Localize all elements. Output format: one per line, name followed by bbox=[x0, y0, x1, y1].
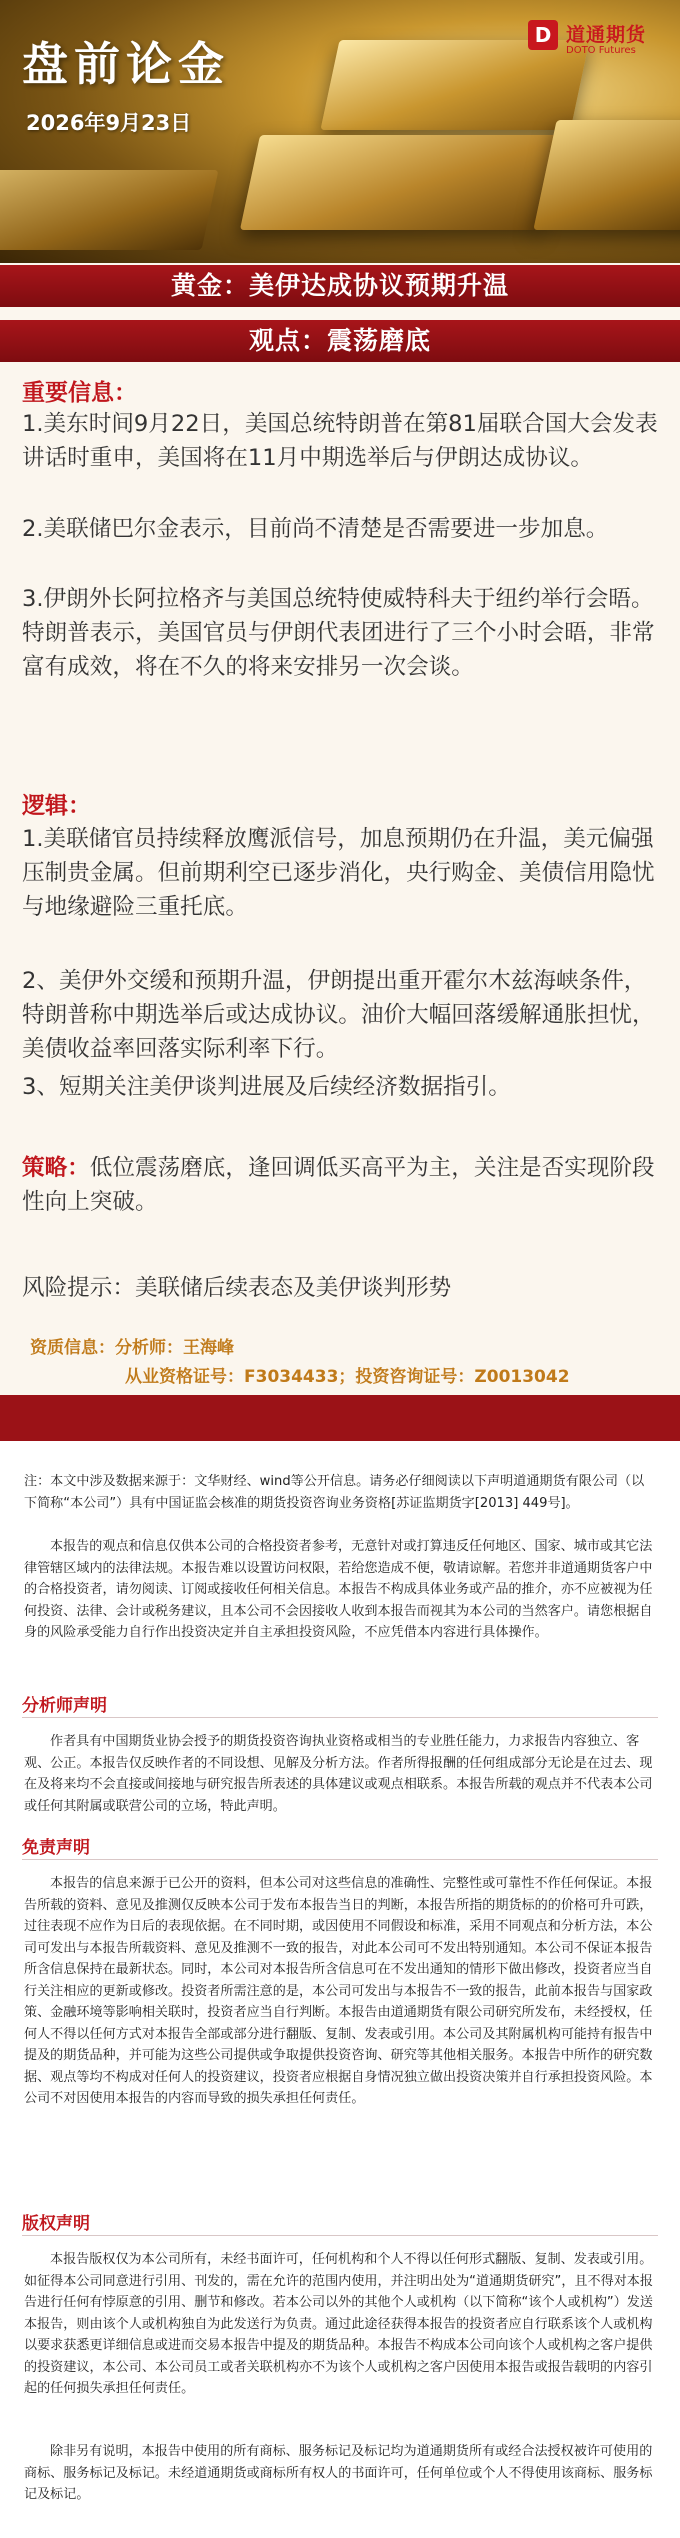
logo-mark-icon: D bbox=[528, 20, 558, 50]
analyst-statement-title: 分析师声明 bbox=[22, 1696, 107, 1716]
intro-note: 本报告的观点和信息仅供本公司的合格投资者参考，无意针对或打算违反任何地区、国家、城市或其它法律管辖区域内的法律法规。本报告难以设置访问权限，若给您造成不便，敬请谅解。若您并非道通期货客户中的合格投资者，请勿阅读、订阅或接收任何相关信息。本报告不构成具体业务或产品的推介，亦不应被视为任何投资、法律、会计或税务建议，且本公司不会因接收人收到本报告而视其为本公司的当然客户。请您根据自身的风险承受能力自行作出投资决定并自主承担投资风险，不应凭借本内容进行具体操作。 bbox=[24, 1539, 653, 1640]
gold-bar-image bbox=[240, 135, 560, 230]
logo-name-en: DOTO Futures bbox=[566, 45, 636, 56]
company-logo bbox=[528, 20, 678, 60]
viewpoint-band: 观点：震荡磨底 bbox=[0, 320, 680, 362]
gold-bar-image bbox=[0, 170, 219, 250]
strategy-title: 策略： bbox=[22, 1155, 90, 1181]
divider-band bbox=[0, 1395, 680, 1441]
key-info-item: 1.美东时间9月22日，美国总统特朗普在第81届联合国大会发表讲话时重申，美国将在11月中期选举后与伊朗达成协议。 bbox=[22, 411, 658, 471]
report-date: 2026年9月23日 bbox=[26, 111, 192, 135]
headline-band: 黄金：美伊达成协议预期升温 bbox=[0, 265, 680, 307]
logo-name-cn: 道通期货 bbox=[566, 24, 647, 46]
section-divider bbox=[22, 1859, 658, 1860]
risk-warning: 风险提示：美联储后续表态及美伊谈判形势 bbox=[22, 1275, 452, 1301]
page-title: 盘前论金 bbox=[22, 37, 230, 91]
key-info-title: 重要信息： bbox=[22, 380, 137, 406]
gold-bar-image bbox=[533, 120, 680, 230]
key-info-item: 2.美联储巴尔金表示，目前尚不清楚是否需要进一步加息。 bbox=[22, 516, 609, 542]
disclaimer-title: 免责声明 bbox=[22, 1838, 90, 1858]
source-note: 注：本文中涉及数据来源于：文华财经、wind等公开信息。请务必仔细阅读以下声明道通期货有限公司（以下简称“本公司”）具有中国证监会核准的期货投资咨询业务资格[苏证监期货字[2013] 449号]。 bbox=[24, 1474, 645, 1511]
analyst-statement-text: 作者具有中国期货业协会授予的期货投资咨询执业资格或相当的专业胜任能力，力求报告内容独立、客观、公正。本报告仅反映作者的不同设想、见解及分析方法。作者所得报酬的任何组成部分无论是在过去、现在及将来均不会直接或间接地与研究报告所表述的具体建议或观点相联系。本报告所载的观点并不代表本公司或任何其附属或联营公司的立场，特此声明。 bbox=[24, 1734, 653, 1814]
copyright-text: 本报告版权仅为本公司所有，未经书面许可，任何机构和个人不得以任何形式翻版、复制、发表或引用。如征得本公司同意进行引用、刊发的，需在允许的范围内使用，并注明出处为“道通期货研究”，且不得对本报告进行任何有悖原意的引用、删节和修改。若本公司以外的其他个人或机构（以下简称“该个人或机构”）发送本报告，则由该个人或机构独自为此发送行为负责。通过此途径获得本报告的投资者应自行联系该个人或机构以要求获悉更详细信息或进而交易本报告中提及的期货品种。本报告不构成本公司向该个人或机构之客户提供的投资建议，本公司、本公司员工或者关联机构亦不为该个人或机构之客户因使用本报告或报告载明的内容引起的任何损失承担任何责任。 bbox=[24, 2252, 653, 2396]
strategy-text: 低位震荡磨底，逢回调低买高平为主，关注是否实现阶段性向上突破。 bbox=[22, 1155, 655, 1215]
disclaimer-section bbox=[0, 1441, 680, 2538]
logic-title: 逻辑： bbox=[22, 793, 91, 819]
copyright-title: 版权声明 bbox=[22, 2214, 90, 2234]
section-divider bbox=[22, 1717, 658, 1718]
qualification-analyst: 资质信息：分析师：王海峰 bbox=[30, 1338, 234, 1358]
logic-item: 3、短期关注美伊谈判进展及后续经济数据指引。 bbox=[22, 1074, 511, 1100]
section-divider bbox=[22, 2235, 658, 2236]
disclaimer-text: 本报告的信息来源于已公开的资料，但本公司对这些信息的准确性、完整性或可靠性不作任何保证。本报告所载的资料、意见及推测仅反映本公司于发布本报告当日的判断，本报告所指的期货标的的价格可升可跌，过往表现不应作为日后的表现依据。在不同时期，或因使用不同假设和标准，采用不同观点和分析方法，本公司可发出与本报告所载资料、意见及推测不一致的报告，对此本公司可不发出特别通知。本公司不保证本报告所含信息保持在最新状态。同时，本公司对本报告所含信息可在不发出通知的情形下做出修改，投资者应当自行关注相应的更新或修改。投资者所需注意的是，本公司可发出与本报告不一致的报告，此前本报告与国家政策、金融环境等影响相关联时，投资者应当自行判断。本报告由道通期货有限公司研究所发布，未经授权，任何人不得以任何方式对本报告全部或部分进行翻版、复制、发表或引用。本公司及其附属机构可能持有报告中提及的期货品种，并可能为这些公司提供或争取提供投资咨询、研究等其他相关服务。本报告中所作的研究数据、观点等均不构成对任何人的投资建议，投资者应根据自身情况独立做出投资决策并自行承担投资风险。本公司不对因使用本报告的内容而导致的损失承担任何责任。 bbox=[24, 1876, 653, 2106]
trademark-text: 除非另有说明，本报告中使用的所有商标、服务标记及标记均为道通期货所有或经合法授权被许可使用的商标、服务标记及标记。未经道通期货或商标所有权人的书面许可，任何单位或个人不得使用该商标、服务标记及标记。 bbox=[24, 2444, 653, 2502]
key-info-item: 3.伊朗外长阿拉格齐与美国总统特使威特科夫于纽约举行会晤。特朗普表示，美国官员与伊朗代表团进行了三个小时会晤，非常富有成效，将在不久的将来安排另一次会谈。 bbox=[22, 586, 655, 680]
qualification-certificates: 从业资格证号：F3034433；投资咨询证号：Z0013042 bbox=[125, 1367, 570, 1387]
logic-item: 2、美伊外交缓和预期升温，伊朗提出重开霍尔木兹海峡条件，特朗普称中期选举后或达成协议。油价大幅回落缓解通胀担忧，美债收益率回落实际利率下行。 bbox=[22, 968, 655, 1062]
header-banner bbox=[0, 0, 680, 263]
strategy-block bbox=[22, 1151, 662, 1219]
logic-item: 1.美联储官员持续释放鹰派信号，加息预期仍在升温，美元偏强压制贵金属。但前期利空已逐步消化，央行购金、美债信用隐忧与地缘避险三重托底。 bbox=[22, 826, 655, 920]
